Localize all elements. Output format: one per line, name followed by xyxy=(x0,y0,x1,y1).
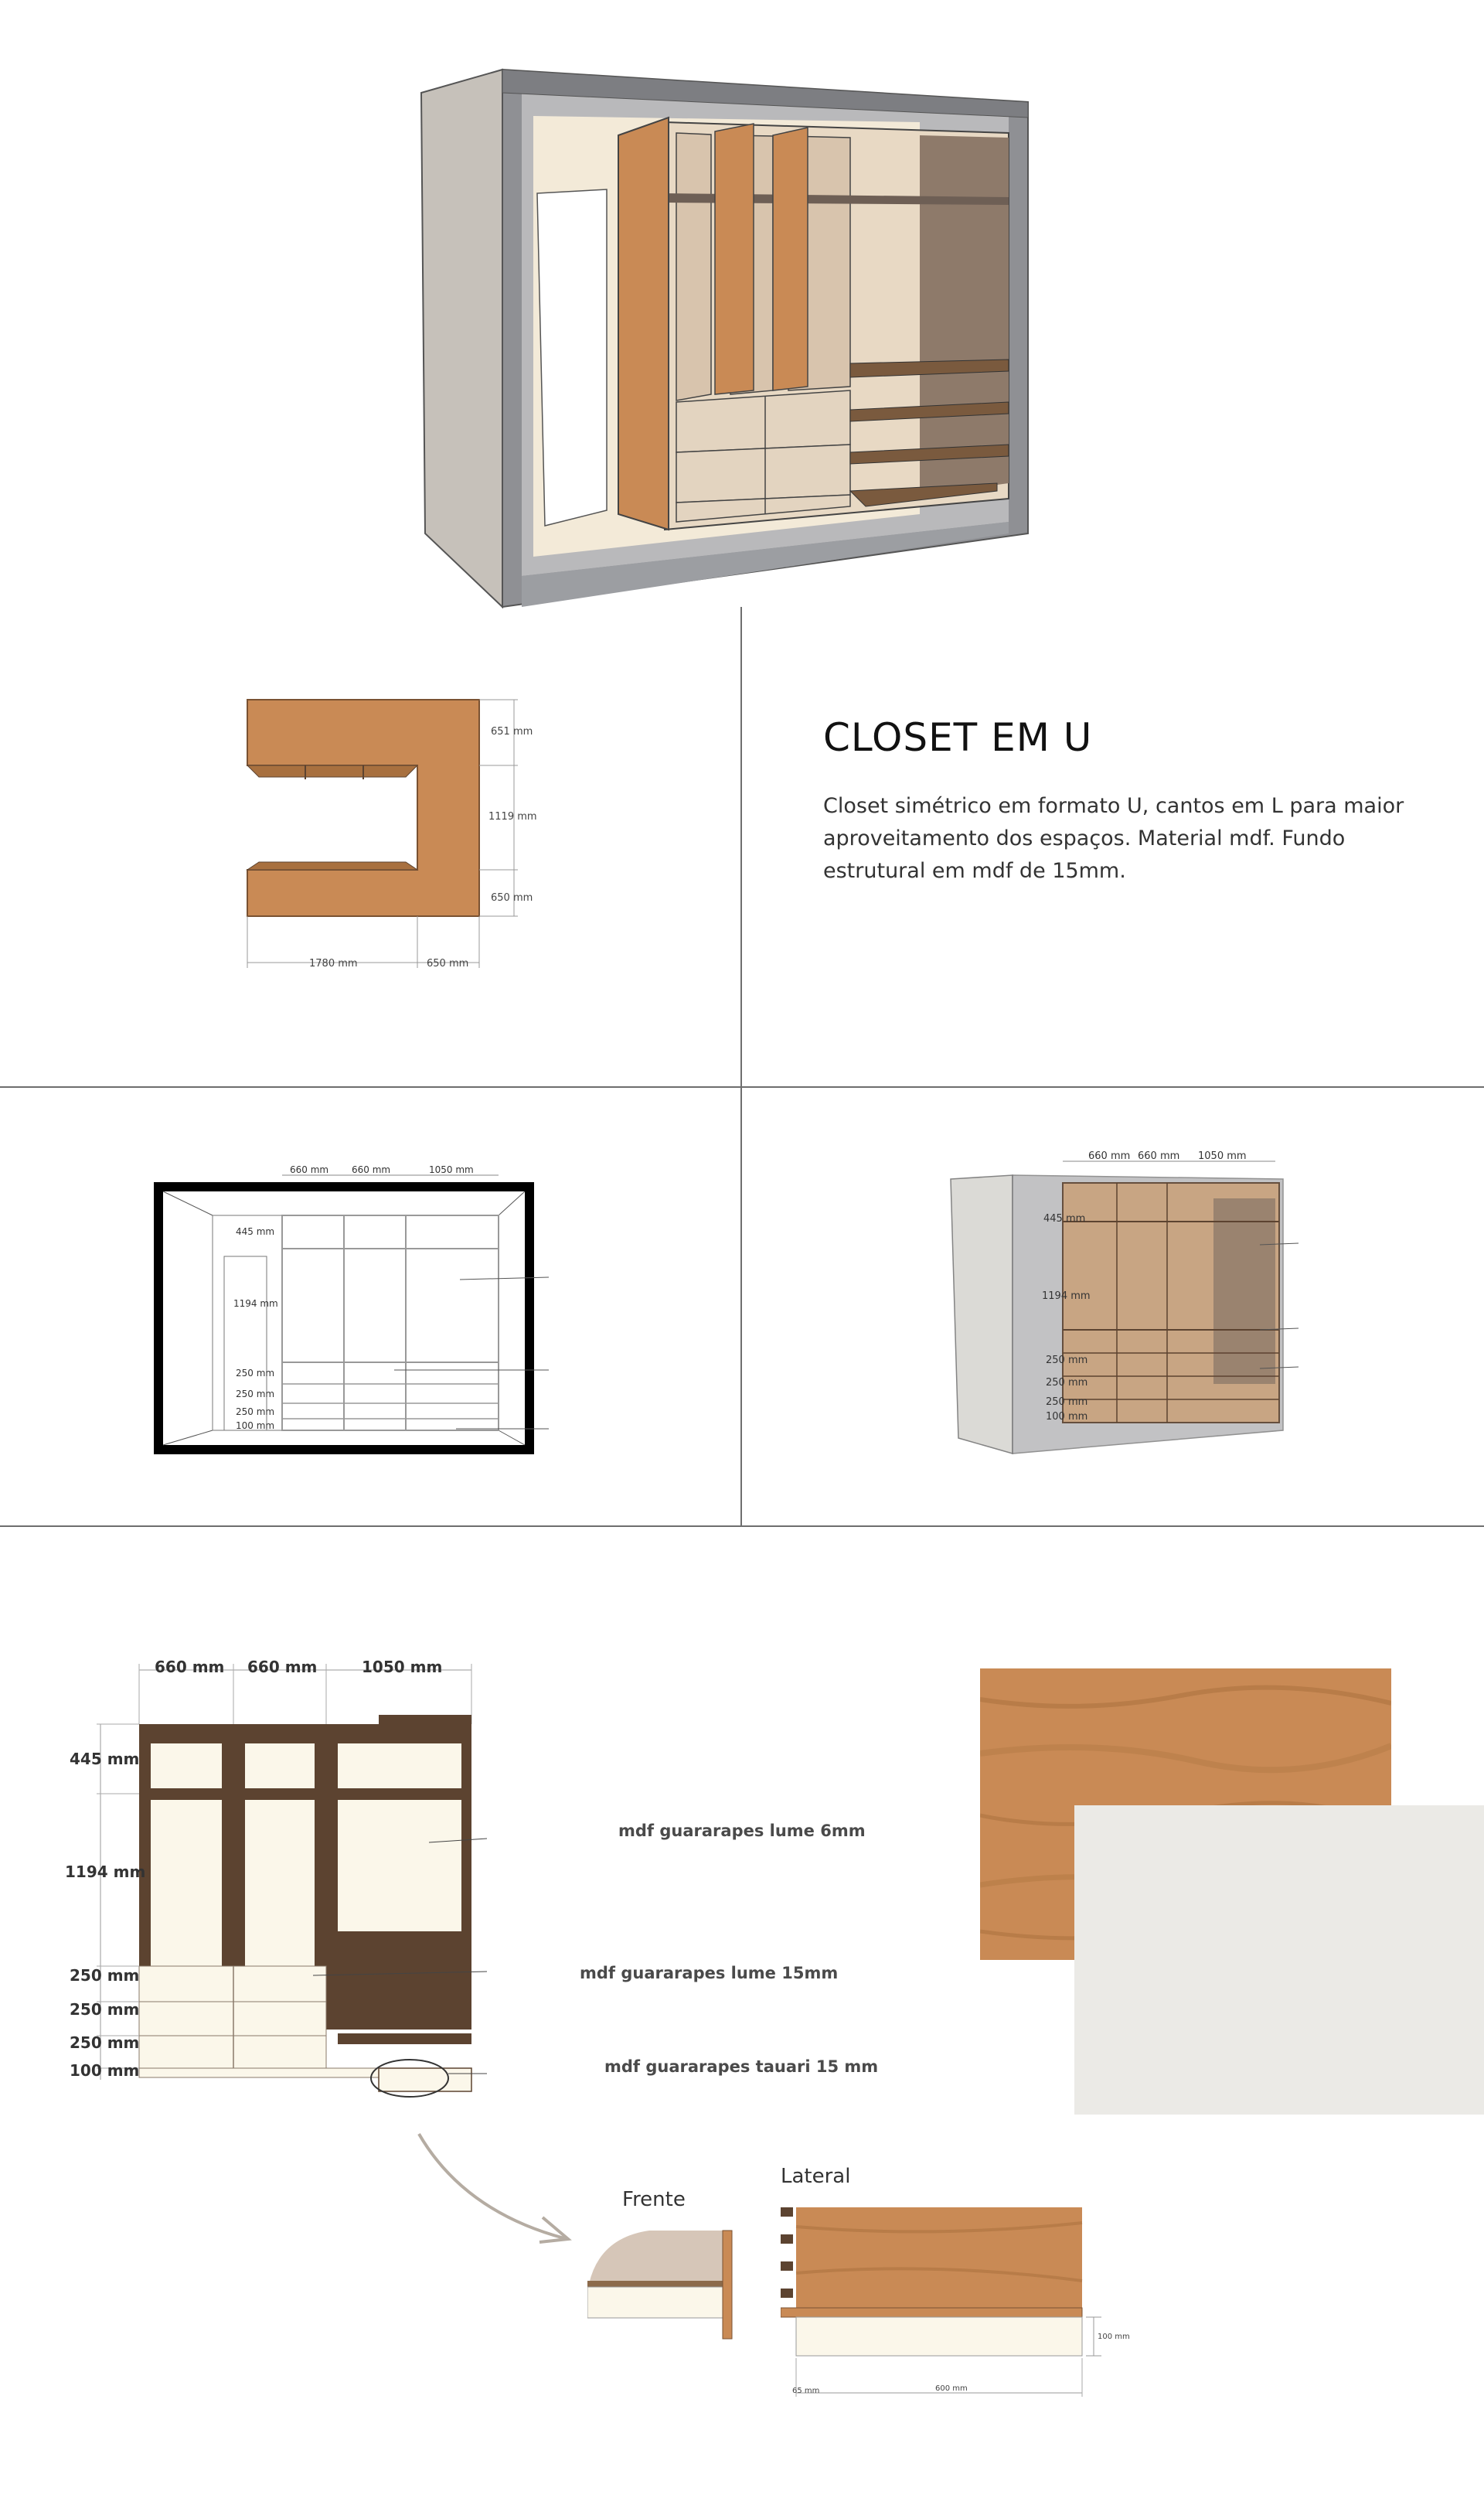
white-sample xyxy=(1074,1805,1484,2115)
elev-line-h-d2: 250 mm xyxy=(236,1389,275,1399)
elev-3d-h-d3: 250 mm xyxy=(1046,1396,1088,1408)
lateral-dim-width: 600 mm xyxy=(935,2384,968,2393)
plan-dim-middle: 1119 mm xyxy=(488,811,537,823)
elev-3d-col3: 1050 mm xyxy=(1198,1150,1247,1162)
material-label-tauari: mdf guararapes tauari 15 mm xyxy=(604,2057,879,2076)
elev-line-h-d1: 250 mm xyxy=(236,1368,275,1379)
lateral-dim-height: 100 mm xyxy=(1098,2333,1130,2341)
divider-horizontal-1 xyxy=(0,1086,1484,1088)
line-elevation xyxy=(147,1152,580,1461)
elev-h-d1: 250 mm xyxy=(70,1966,140,1985)
elev-h-d2: 250 mm xyxy=(70,2000,140,2019)
lateral-dim-small: 65 mm xyxy=(792,2387,820,2395)
elev-line-col2: 660 mm xyxy=(352,1164,391,1175)
plan-dim-width-a: 1780 mm xyxy=(309,958,358,970)
elev-line-col3: 1050 mm xyxy=(429,1164,474,1175)
closet-3d-render xyxy=(410,62,1043,619)
elev-h-mid: 1194 mm xyxy=(65,1863,146,1881)
floor-plan xyxy=(232,688,556,982)
divider-vertical-bottom xyxy=(740,1086,742,1527)
elev-3d-h-base: 100 mm xyxy=(1046,1411,1088,1423)
detail-arrow-icon xyxy=(410,2126,580,2250)
elev-line-h-base: 100 mm xyxy=(236,1420,275,1431)
plan-dim-bottom: 650 mm xyxy=(491,892,533,904)
lateral-label: Lateral xyxy=(781,2165,851,2188)
elev-3d-h-mid: 1194 mm xyxy=(1042,1290,1091,1302)
elev-3d-h-top: 445 mm xyxy=(1043,1213,1086,1225)
elev-line-h-top: 445 mm xyxy=(236,1226,275,1237)
transparent-elevation xyxy=(935,1144,1306,1469)
plan-dim-top: 651 mm xyxy=(491,726,533,738)
elev-h-top: 445 mm xyxy=(70,1750,140,1768)
plan-dim-width-b: 650 mm xyxy=(427,958,469,970)
project-description: Closet simétrico em formato U, cantos em L para maior aproveitamento dos espaços. Material mdf. Fundo estrutural em mdf de 15mm. xyxy=(823,794,1404,883)
elev-3d-h-d1: 250 mm xyxy=(1046,1355,1088,1366)
elev-3d-h-d2: 250 mm xyxy=(1046,1377,1088,1389)
elev-col2: 660 mm xyxy=(247,1658,318,1676)
divider-horizontal-2 xyxy=(0,1525,1484,1527)
elev-3d-col2: 660 mm xyxy=(1138,1150,1180,1162)
page-title: CLOSET EM U xyxy=(823,715,1093,760)
elev-col3: 1050 mm xyxy=(362,1658,443,1676)
frente-detail xyxy=(587,2223,742,2347)
lateral-detail xyxy=(781,2196,1144,2401)
elev-line-col1: 660 mm xyxy=(290,1164,329,1175)
detailed-elevation xyxy=(54,1647,487,2111)
divider-vertical-top xyxy=(740,607,742,1086)
elev-col1: 660 mm xyxy=(155,1658,225,1676)
material-label-lume15: mdf guararapes lume 15mm xyxy=(580,1964,839,1982)
frente-label: Frente xyxy=(622,2188,686,2211)
elev-line-h-mid: 1194 mm xyxy=(233,1298,278,1309)
elev-h-d3: 250 mm xyxy=(70,2033,140,2052)
material-label-lume6: mdf guararapes lume 6mm xyxy=(618,1822,866,1840)
elev-3d-col1: 660 mm xyxy=(1088,1150,1131,1162)
elev-line-h-d3: 250 mm xyxy=(236,1406,275,1417)
elev-h-base: 100 mm xyxy=(70,2061,140,2080)
